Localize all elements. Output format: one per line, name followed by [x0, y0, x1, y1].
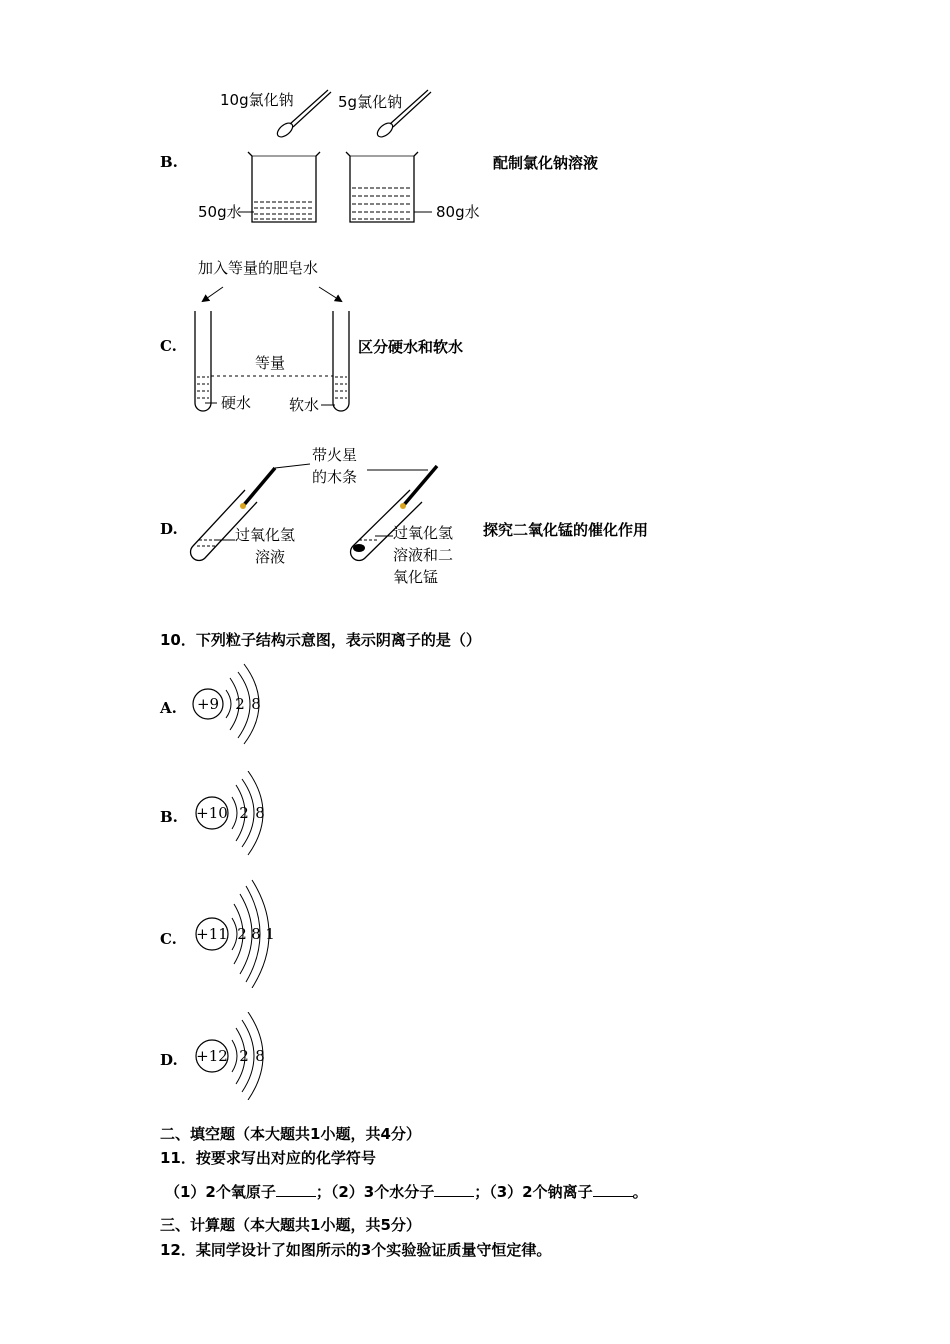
atom-diagram-b [190, 771, 280, 856]
q10-option-a-letter: A. [160, 699, 177, 717]
splint-icon [243, 468, 275, 506]
nucleus-charge: +10 [196, 804, 228, 822]
beaker-icon [346, 152, 418, 222]
q10-option-c-letter: C. [160, 930, 177, 948]
question-12: 12．某同学设计了如图所示的3个实验验证质量守恒定律。 [160, 1241, 552, 1259]
label-glowing-splint-1: 带火星 [312, 446, 358, 464]
q11-part-2: ；（2）3个水分子 [315, 1183, 435, 1201]
q11-part-3: ；（3）2个钠离子 [474, 1183, 593, 1201]
label-80g-water: 80g水 [436, 203, 480, 221]
label-right-mno2: 氧化锰 [393, 568, 439, 586]
option-b-description: 配制氯化钠溶液 [493, 154, 599, 172]
shell-electrons: 2 [239, 804, 249, 822]
shell-electrons: 8 [255, 1047, 265, 1065]
shell-electrons: 8 [251, 925, 261, 943]
option-c-description: 区分硬水和软水 [358, 338, 464, 356]
question-11-parts [165, 1181, 648, 1202]
shell-electrons: 8 [255, 804, 265, 822]
nucleus-charge: +12 [196, 1047, 228, 1065]
ember-icon [400, 503, 406, 509]
section-3-heading: 三、计算题（本大题共1小题，共5分） [160, 1216, 421, 1234]
label-soft-water: 软水 [289, 396, 320, 414]
atom-diagram-c [190, 878, 290, 988]
splint-icon [403, 466, 437, 506]
option-d-letter: D. [160, 520, 178, 538]
answer-blank-3[interactable] [593, 1182, 633, 1197]
label-50g-water: 50g水 [198, 203, 242, 221]
test-tube-icon [333, 311, 349, 411]
label-right-h2o2-2: 溶液和二 [393, 546, 454, 564]
catalyst-experiment-diagram [185, 440, 480, 590]
label-left-h2o2-1: 过氧化氢 [235, 526, 296, 544]
label-5g-salt: 5g氯化钠 [338, 93, 403, 111]
label-hard-water: 硬水 [221, 394, 252, 412]
shell-electrons: 2 [239, 1047, 249, 1065]
beaker-icon [248, 152, 320, 222]
label-equal-amount: 等量 [255, 354, 286, 372]
label-right-h2o2-1: 过氧化氢 [393, 524, 454, 542]
shell-electrons: 2 [235, 695, 245, 713]
q11-part-1: （1）2个氧原子 [165, 1183, 276, 1201]
shell-electrons: 1 [265, 925, 275, 943]
q11-part-end: 。 [632, 1183, 648, 1201]
answer-blank-2[interactable] [434, 1182, 474, 1197]
label-add-soap-water: 加入等量的肥皂水 [198, 259, 319, 277]
section-2-heading: 二、填空题（本大题共1小题，共4分） [160, 1125, 421, 1143]
label-left-h2o2-2: 溶液 [255, 548, 286, 566]
nucleus-charge: +11 [196, 925, 228, 943]
question-11: 11．按要求写出对应的化学符号 [160, 1149, 376, 1167]
option-c-letter: C. [160, 337, 177, 355]
label-10g-salt: 10g氯化钠 [220, 91, 294, 109]
answer-blank-1[interactable] [276, 1182, 316, 1197]
nucleus-charge: +9 [196, 695, 220, 713]
option-d-description: 探究二氧化锰的催化作用 [483, 521, 649, 539]
shell-electrons: 8 [251, 695, 261, 713]
test-tube-icon [195, 311, 211, 411]
atom-diagram-a [190, 662, 280, 747]
shell-electrons: 2 [237, 925, 247, 943]
ember-icon [240, 503, 246, 509]
salt-solution-diagram [190, 80, 490, 230]
option-b-letter: B. [160, 153, 178, 171]
q10-option-b-letter: B. [160, 808, 178, 826]
q10-option-d-letter: D. [160, 1051, 178, 1069]
label-glowing-splint-2: 的木条 [312, 468, 358, 486]
question-10: 10．下列粒子结构示意图，表示阴离子的是（） [160, 631, 481, 649]
atom-diagram-d [190, 1012, 280, 1100]
hard-soft-water-diagram [185, 255, 365, 420]
